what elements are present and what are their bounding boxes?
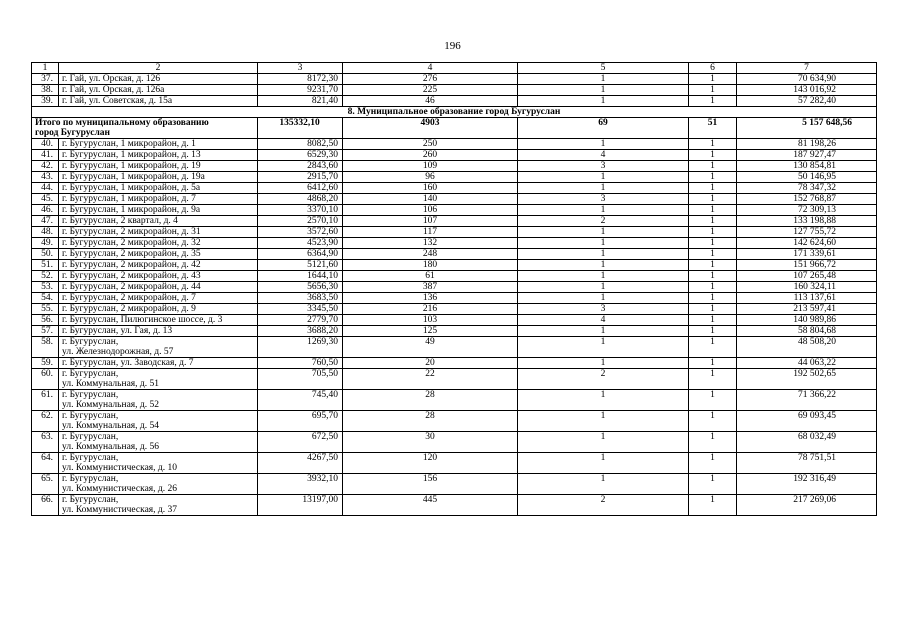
- row-number-cell: 61.: [32, 390, 59, 411]
- table-row: [32, 249, 877, 260]
- address-cell: г. Бугуруслан, 2 микрорайон, д. 44: [59, 282, 258, 293]
- row-number-cell: 44.: [32, 183, 59, 194]
- address-cell: г. Гай, ул. Орская, д. 126а: [59, 85, 258, 96]
- value-cell-c5: 1: [518, 326, 689, 337]
- value-cell-c4: 106: [343, 205, 518, 216]
- table-row: [32, 139, 877, 150]
- value-cell-c6: 1: [689, 227, 737, 238]
- value-cell-c6: 1: [689, 96, 737, 107]
- address-line: ул. Железнодорожная, д. 57: [62, 347, 174, 357]
- value-cell-c5: 1: [518, 172, 689, 183]
- row-number-cell: 55.: [32, 304, 59, 315]
- value-cell-c6: 1: [689, 74, 737, 85]
- address-cell: г. Бугуруслан, 1 микрорайон, д. 19: [59, 161, 258, 172]
- total-label: [32, 118, 258, 139]
- table-row: [32, 315, 877, 326]
- value-cell-c6: 1: [689, 85, 737, 96]
- value-cell-c5: 1: [518, 260, 689, 271]
- value-cell-c6: 1: [689, 271, 737, 282]
- value-cell-c6: 1: [689, 216, 737, 227]
- column-header: 6: [689, 63, 737, 74]
- value-cell-c5: 2: [518, 495, 689, 516]
- row-number-cell: 38.: [32, 85, 59, 96]
- value-cell-c3: 6364,90: [258, 249, 343, 260]
- value-cell-c3: 2779,70: [258, 315, 343, 326]
- row-number-cell: 58.: [32, 337, 59, 358]
- address-line: г. Бугуруслан,: [62, 474, 119, 484]
- value-cell-c3: 4267,50: [258, 453, 343, 474]
- value-cell-c3: 821,40: [258, 96, 343, 107]
- value-cell-c7: 152 768,87: [737, 194, 877, 205]
- column-header: 5: [518, 63, 689, 74]
- address-cell: г. Бугуруслан, 2 квартал, д. 4: [59, 216, 258, 227]
- address-cell: г. Бугуруслан, Пилюгинское шоссе, д. 3: [59, 315, 258, 326]
- table-row: [32, 337, 877, 358]
- row-number-cell: 51.: [32, 260, 59, 271]
- value-cell-c6: 1: [689, 453, 737, 474]
- value-cell-c5: 1: [518, 271, 689, 282]
- value-cell-c6: 1: [689, 139, 737, 150]
- value-cell-c4: 180: [343, 260, 518, 271]
- address-cell: г. Бугуруслан, 1 микрорайон, д. 1: [59, 139, 258, 150]
- address-line: г. Бугуруслан,: [62, 495, 119, 505]
- address-cell: г. Бугуруслан, ул. Гая, д. 13: [59, 326, 258, 337]
- table-row: [32, 205, 877, 216]
- value-cell-c5: 1: [518, 390, 689, 411]
- value-cell-c7: 71 366,22: [737, 390, 877, 411]
- value-cell-c4: 22: [343, 369, 518, 390]
- value-cell-c7: 217 269,06: [737, 495, 877, 516]
- value-cell-c7: 113 137,61: [737, 293, 877, 304]
- value-cell-c5: 1: [518, 74, 689, 85]
- table-row: [32, 183, 877, 194]
- value-cell-c7: 127 755,72: [737, 227, 877, 238]
- value-cell-c3: 6529,30: [258, 150, 343, 161]
- row-number-cell: 37.: [32, 74, 59, 85]
- address-line: ул. Коммунальная, д. 54: [62, 421, 159, 431]
- value-cell-c4: 260: [343, 150, 518, 161]
- table-row: [32, 369, 877, 390]
- total-value-c3: 135332,10: [258, 118, 343, 139]
- value-cell-c4: 160: [343, 183, 518, 194]
- value-cell-c4: 216: [343, 304, 518, 315]
- value-cell-c6: 1: [689, 172, 737, 183]
- address-cell: г. Бугуруслан, 1 микрорайон, д. 5а: [59, 183, 258, 194]
- row-number-cell: 54.: [32, 293, 59, 304]
- total-row: [32, 118, 877, 139]
- row-number-cell: 59.: [32, 358, 59, 369]
- address-cell: [59, 369, 258, 390]
- value-cell-c5: 1: [518, 432, 689, 453]
- table-row: [32, 96, 877, 107]
- address-line: ул. Коммунистическая, д. 26: [62, 484, 177, 494]
- value-cell-c6: 1: [689, 249, 737, 260]
- address-cell: г. Бугуруслан, 1 микрорайон, д. 19а: [59, 172, 258, 183]
- value-cell-c5: 1: [518, 96, 689, 107]
- value-cell-c4: 28: [343, 390, 518, 411]
- value-cell-c6: 1: [689, 161, 737, 172]
- value-cell-c4: 248: [343, 249, 518, 260]
- row-number-cell: 66.: [32, 495, 59, 516]
- value-cell-c5: 3: [518, 194, 689, 205]
- value-cell-c5: 1: [518, 293, 689, 304]
- address-line: ул. Коммунистическая, д. 37: [62, 505, 177, 515]
- value-cell-c6: 1: [689, 260, 737, 271]
- value-cell-c4: 109: [343, 161, 518, 172]
- value-cell-c3: 1644,10: [258, 271, 343, 282]
- address-cell: г. Гай, ул. Советская, д. 15а: [59, 96, 258, 107]
- value-cell-c6: 1: [689, 432, 737, 453]
- header-row: [32, 63, 877, 74]
- value-cell-c4: 156: [343, 474, 518, 495]
- address-cell: г. Бугуруслан, 2 микрорайон, д. 7: [59, 293, 258, 304]
- value-cell-c3: 6412,60: [258, 183, 343, 194]
- value-cell-c3: 2570,10: [258, 216, 343, 227]
- row-number-cell: 63.: [32, 432, 59, 453]
- value-cell-c4: 136: [343, 293, 518, 304]
- value-cell-c7: 57 282,40: [737, 96, 877, 107]
- value-cell-c6: 1: [689, 238, 737, 249]
- table-row: [32, 161, 877, 172]
- row-number-cell: 41.: [32, 150, 59, 161]
- table-row: [32, 74, 877, 85]
- page-number: 196: [444, 40, 461, 52]
- value-cell-c5: 3: [518, 304, 689, 315]
- address-line: г. Бугуруслан,: [62, 369, 119, 379]
- value-cell-c4: 96: [343, 172, 518, 183]
- value-cell-c4: 445: [343, 495, 518, 516]
- address-cell: г. Бугуруслан, 2 микрорайон, д. 32: [59, 238, 258, 249]
- value-cell-c4: 46: [343, 96, 518, 107]
- row-number-cell: 65.: [32, 474, 59, 495]
- value-cell-c7: 50 146,95: [737, 172, 877, 183]
- value-cell-c5: 1: [518, 139, 689, 150]
- value-cell-c4: 28: [343, 411, 518, 432]
- address-cell: [59, 337, 258, 358]
- value-cell-c6: 1: [689, 150, 737, 161]
- value-cell-c6: 1: [689, 205, 737, 216]
- value-cell-c7: 107 265,48: [737, 271, 877, 282]
- housing-table: [31, 62, 877, 516]
- row-number-cell: 46.: [32, 205, 59, 216]
- address-cell: [59, 474, 258, 495]
- address-cell: [59, 432, 258, 453]
- value-cell-c5: 1: [518, 337, 689, 358]
- value-cell-c5: 1: [518, 227, 689, 238]
- row-number-cell: 45.: [32, 194, 59, 205]
- address-cell: [59, 411, 258, 432]
- table-row: [32, 390, 877, 411]
- value-cell-c3: 8172,30: [258, 74, 343, 85]
- value-cell-c7: 143 016,92: [737, 85, 877, 96]
- value-cell-c6: 1: [689, 183, 737, 194]
- address-cell: г. Бугуруслан, 2 микрорайон, д. 42: [59, 260, 258, 271]
- value-cell-c6: 1: [689, 304, 737, 315]
- column-header: 3: [258, 63, 343, 74]
- section-title: 8. Муниципальное образование город Бугуруслан: [32, 107, 877, 118]
- value-cell-c7: 160 324,11: [737, 282, 877, 293]
- row-number-cell: 43.: [32, 172, 59, 183]
- value-cell-c4: 387: [343, 282, 518, 293]
- value-cell-c4: 250: [343, 139, 518, 150]
- address-cell: г. Бугуруслан, 2 микрорайон, д. 9: [59, 304, 258, 315]
- value-cell-c4: 225: [343, 85, 518, 96]
- value-cell-c6: 1: [689, 293, 737, 304]
- address-cell: г. Бугуруслан, ул. Заводская, д. 7: [59, 358, 258, 369]
- row-number-cell: 40.: [32, 139, 59, 150]
- value-cell-c6: 1: [689, 315, 737, 326]
- value-cell-c4: 103: [343, 315, 518, 326]
- value-cell-c3: 5656,30: [258, 282, 343, 293]
- address-cell: г. Бугуруслан, 2 микрорайон, д. 43: [59, 271, 258, 282]
- value-cell-c7: 70 634,90: [737, 74, 877, 85]
- value-cell-c3: 672,50: [258, 432, 343, 453]
- value-cell-c3: 4868,20: [258, 194, 343, 205]
- value-cell-c5: 2: [518, 369, 689, 390]
- row-number-cell: 57.: [32, 326, 59, 337]
- value-cell-c7: 133 198,88: [737, 216, 877, 227]
- address-line: г. Бугуруслан,: [62, 411, 119, 421]
- value-cell-c3: 4523,90: [258, 238, 343, 249]
- table-row: [32, 260, 877, 271]
- address-line: ул. Коммунистическая, д. 10: [62, 463, 177, 473]
- table-row: [32, 194, 877, 205]
- value-cell-c7: 78 751,51: [737, 453, 877, 474]
- value-cell-c7: 44 063,22: [737, 358, 877, 369]
- value-cell-c5: 1: [518, 249, 689, 260]
- value-cell-c5: 1: [518, 358, 689, 369]
- value-cell-c7: 68 032,49: [737, 432, 877, 453]
- table-row: [32, 432, 877, 453]
- value-cell-c4: 140: [343, 194, 518, 205]
- address-line: г. Бугуруслан,: [62, 337, 119, 347]
- total-value-c6: 51: [689, 118, 737, 139]
- value-cell-c6: 1: [689, 326, 737, 337]
- address-cell: [59, 390, 258, 411]
- value-cell-c7: 171 339,61: [737, 249, 877, 260]
- value-cell-c6: 1: [689, 194, 737, 205]
- value-cell-c3: 695,70: [258, 411, 343, 432]
- address-line: г. Бугуруслан,: [62, 390, 119, 400]
- value-cell-c7: 187 927,47: [737, 150, 877, 161]
- value-cell-c5: 1: [518, 238, 689, 249]
- table-row: [32, 85, 877, 96]
- table-row: [32, 293, 877, 304]
- address-cell: г. Бугуруслан, 1 микрорайон, д. 13: [59, 150, 258, 161]
- value-cell-c7: 213 597,41: [737, 304, 877, 315]
- value-cell-c5: 2: [518, 216, 689, 227]
- column-header: 4: [343, 63, 518, 74]
- row-number-cell: 42.: [32, 161, 59, 172]
- value-cell-c4: 107: [343, 216, 518, 227]
- table-row: [32, 326, 877, 337]
- value-cell-c5: 1: [518, 282, 689, 293]
- row-number-cell: 52.: [32, 271, 59, 282]
- table-row: [32, 358, 877, 369]
- row-number-cell: 60.: [32, 369, 59, 390]
- value-cell-c4: 117: [343, 227, 518, 238]
- table-row: [32, 304, 877, 315]
- value-cell-c6: 1: [689, 358, 737, 369]
- table-row: [32, 495, 877, 516]
- value-cell-c6: 1: [689, 474, 737, 495]
- value-cell-c7: 130 854,81: [737, 161, 877, 172]
- value-cell-c3: 3370,10: [258, 205, 343, 216]
- value-cell-c4: 30: [343, 432, 518, 453]
- column-header: 7: [737, 63, 877, 74]
- row-number-cell: 56.: [32, 315, 59, 326]
- value-cell-c7: 140 989,86: [737, 315, 877, 326]
- value-cell-c3: 705,50: [258, 369, 343, 390]
- address-line: г. Бугуруслан,: [62, 453, 119, 463]
- address-cell: г. Гай, ул. Орская, д. 126: [59, 74, 258, 85]
- value-cell-c3: 3572,60: [258, 227, 343, 238]
- value-cell-c6: 1: [689, 337, 737, 358]
- value-cell-c7: 58 804,68: [737, 326, 877, 337]
- table-row: [32, 216, 877, 227]
- table-row: [32, 238, 877, 249]
- value-cell-c6: 1: [689, 369, 737, 390]
- table-row: [32, 474, 877, 495]
- value-cell-c7: 142 624,60: [737, 238, 877, 249]
- value-cell-c3: 3683,50: [258, 293, 343, 304]
- table-row: [32, 172, 877, 183]
- address-cell: [59, 495, 258, 516]
- row-number-cell: 53.: [32, 282, 59, 293]
- value-cell-c3: 3345,50: [258, 304, 343, 315]
- value-cell-c4: 49: [343, 337, 518, 358]
- row-number-cell: 50.: [32, 249, 59, 260]
- table-row: [32, 227, 877, 238]
- address-line: г. Бугуруслан,: [62, 432, 119, 442]
- table-row: [32, 411, 877, 432]
- value-cell-c5: 1: [518, 85, 689, 96]
- value-cell-c4: 125: [343, 326, 518, 337]
- section-row: [32, 107, 877, 118]
- value-cell-c7: 78 347,32: [737, 183, 877, 194]
- address-cell: г. Бугуруслан, 1 микрорайон, д. 7: [59, 194, 258, 205]
- total-label-line: Итого по муниципальному образованию: [35, 118, 209, 128]
- value-cell-c4: 120: [343, 453, 518, 474]
- row-number-cell: 62.: [32, 411, 59, 432]
- value-cell-c5: 3: [518, 161, 689, 172]
- value-cell-c3: 745,40: [258, 390, 343, 411]
- value-cell-c7: 151 966,72: [737, 260, 877, 271]
- value-cell-c7: 192 502,65: [737, 369, 877, 390]
- value-cell-c5: 4: [518, 315, 689, 326]
- total-value-c7: 5 157 648,56: [737, 118, 877, 139]
- value-cell-c7: 81 198,26: [737, 139, 877, 150]
- value-cell-c5: 1: [518, 205, 689, 216]
- table-row: [32, 271, 877, 282]
- value-cell-c3: 9231,70: [258, 85, 343, 96]
- value-cell-c3: 2843,60: [258, 161, 343, 172]
- value-cell-c3: 3932,10: [258, 474, 343, 495]
- total-value-c5: 69: [518, 118, 689, 139]
- row-number-cell: 48.: [32, 227, 59, 238]
- value-cell-c7: 192 316,49: [737, 474, 877, 495]
- column-header: 2: [59, 63, 258, 74]
- value-cell-c4: 20: [343, 358, 518, 369]
- value-cell-c5: 1: [518, 474, 689, 495]
- value-cell-c5: 4: [518, 150, 689, 161]
- value-cell-c3: 3688,20: [258, 326, 343, 337]
- address-cell: [59, 453, 258, 474]
- row-number-cell: 49.: [32, 238, 59, 249]
- value-cell-c7: 48 508,20: [737, 337, 877, 358]
- address-cell: г. Бугуруслан, 2 микрорайон, д. 31: [59, 227, 258, 238]
- value-cell-c3: 760,50: [258, 358, 343, 369]
- value-cell-c6: 1: [689, 390, 737, 411]
- value-cell-c3: 5121,60: [258, 260, 343, 271]
- value-cell-c5: 1: [518, 183, 689, 194]
- total-label-line: город Бугуруслан: [35, 128, 111, 138]
- address-cell: г. Бугуруслан, 1 микрорайон, д. 9а: [59, 205, 258, 216]
- table-row: [32, 150, 877, 161]
- value-cell-c6: 1: [689, 411, 737, 432]
- value-cell-c3: 8082,50: [258, 139, 343, 150]
- value-cell-c3: 1269,30: [258, 337, 343, 358]
- value-cell-c3: 13197,00: [258, 495, 343, 516]
- column-header: 1: [32, 63, 59, 74]
- table-row: [32, 282, 877, 293]
- row-number-cell: 39.: [32, 96, 59, 107]
- value-cell-c3: 2915,70: [258, 172, 343, 183]
- value-cell-c7: 72 309,13: [737, 205, 877, 216]
- table-row: [32, 453, 877, 474]
- value-cell-c4: 61: [343, 271, 518, 282]
- total-value-c4: 4903: [343, 118, 518, 139]
- row-number-cell: 47.: [32, 216, 59, 227]
- value-cell-c5: 1: [518, 411, 689, 432]
- value-cell-c6: 1: [689, 282, 737, 293]
- address-line: ул. Коммунальная, д. 52: [62, 400, 159, 410]
- value-cell-c4: 132: [343, 238, 518, 249]
- value-cell-c7: 69 093,45: [737, 411, 877, 432]
- address-line: ул. Коммунальная, д. 56: [62, 442, 159, 452]
- address-cell: г. Бугуруслан, 2 микрорайон, д. 35: [59, 249, 258, 260]
- row-number-cell: 64.: [32, 453, 59, 474]
- value-cell-c5: 1: [518, 453, 689, 474]
- address-line: ул. Коммунальная, д. 51: [62, 379, 159, 389]
- value-cell-c4: 276: [343, 74, 518, 85]
- value-cell-c6: 1: [689, 495, 737, 516]
